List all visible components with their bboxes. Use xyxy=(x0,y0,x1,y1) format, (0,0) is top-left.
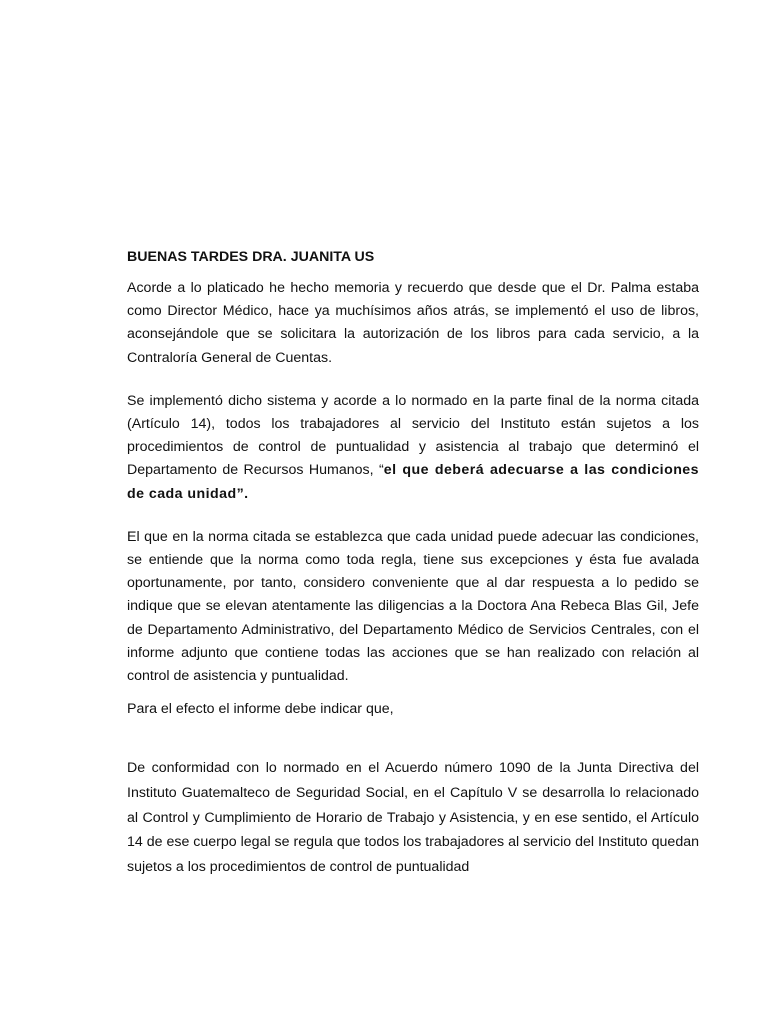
paragraph-2 xyxy=(127,390,699,506)
document-body xyxy=(127,247,699,879)
paragraph-2-text: Se implementó dicho sistema y acorde a lo normado en la parte final de la norma citada (Artículo 14), todos los trabajadores al servicio del Instituto están sujetos a los procedimientos de control de puntualidad y asistencia al trabajo que determinó el Departamento de Recursos Humanos, “ xyxy=(127,392,699,479)
paragraph-spacer xyxy=(127,370,699,390)
paragraph-5: De conformidad con lo normado en el Acuerdo número 1090 de la Junta Directiva del Instituto Guatemalteco de Seguridad Social, en el Capítulo V se desarrolla lo relacionado al Control y Cumplimiento de Horario de Trabajo y Asistencia, y en ese sentido, el Artículo 14 de ese cuerpo legal se regula que todos los trabajadores al servicio del Instituto quedan sujetos a los procedimientos de control de puntualidad xyxy=(127,760,699,875)
paragraph-2-bold-quote: el que deberá adecuarse a las condiciones de cada unidad”. xyxy=(127,462,699,502)
greeting-heading: BUENAS TARDES DRA. JUANITA US xyxy=(127,249,375,265)
paragraph-spacer xyxy=(127,688,699,698)
paragraph-3: El que en la norma citada se establezca que cada unidad puede adecuar las condiciones, se entiende que la norma como toda regla, tiene sus excepciones y ésta fue avalada oportunamente, por tanto, considero conveniente que al dar respuesta a lo pedido se indique que se elevan atentamente las diligencias a la Doctora Ana Rebeca Blas Gil, Jefe de Departamento Administrativo, del Departamento Médico de Servicios Centrales, con el informe adjunto que contiene todas las acciones que se han realizado con relación al control de asistencia y puntualidad. xyxy=(127,528,699,685)
paragraph-spacer xyxy=(127,506,699,526)
paragraph-4: Para el efecto el informe debe indicar que, xyxy=(127,701,394,718)
paragraph-spacer xyxy=(127,721,699,756)
paragraph-1: Acorde a lo platicado he hecho memoria y recuerdo que desde que el Dr. Palma estaba como Director Médico, hace ya muchísimos años atrás, se implementó el uso de libros, aconsejándole que se solicitara la autorización de los libros para cada servicio, a la Contraloría General de Cuentas. xyxy=(127,280,699,366)
